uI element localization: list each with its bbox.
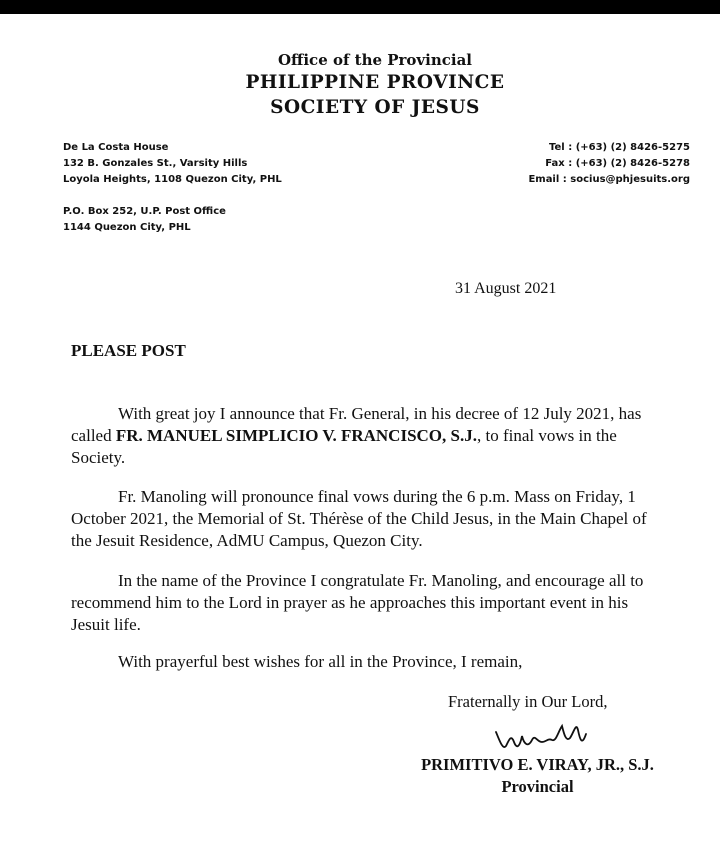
address-line: 132 B. Gonzales St., Varsity Hills (63, 158, 248, 169)
letterhead (0, 50, 720, 120)
p1-text-start: With great joy I announce that Fr. General, in his decree of 12 July 2021, has called (71, 404, 642, 445)
handwritten-signature (490, 712, 600, 756)
fax-label: Fax : (545, 158, 573, 169)
street-address (63, 140, 282, 188)
letter-date: 31 August 2021 (455, 280, 557, 297)
p1-text-end: , to final vows in the Society. (71, 426, 617, 467)
society-name: SOCIETY OF JESUS (270, 97, 480, 118)
honoree-name: FR. MANUEL SIMPLICIO V. FRANCISCO, S.J. (115, 426, 477, 445)
signature-block (405, 754, 670, 798)
signer-name: PRIMITIVO E. VIRAY, JR., S.J. (421, 755, 654, 774)
top-bar (0, 0, 720, 14)
office-title: Office of the Provincial (277, 51, 472, 69)
pobox-line: 1144 Quezon City, PHL (63, 222, 191, 233)
p4-text: With prayerful best wishes for all in the Province, I remain, (118, 652, 523, 671)
email-line (528, 172, 690, 188)
paragraph-details (71, 486, 671, 552)
paragraph-wishes (71, 651, 671, 673)
province-name: PHILIPPINE PROVINCE (245, 72, 505, 93)
please-post-heading: PLEASE POST (71, 341, 186, 360)
address-line: De La Costa House (63, 142, 169, 153)
fax-line (528, 156, 690, 172)
email-value: socius@phjesuits.org (570, 174, 690, 185)
paragraph-congratulations (71, 570, 671, 636)
p3-text: In the name of the Province I congratulate Fr. Manoling, and encourage all to recommend him to the Lord in prayer as he approaches this important event in his Jesuit life. (71, 571, 644, 634)
contact-info (528, 140, 690, 188)
tel-label: Tel : (549, 142, 573, 153)
p2-text: Fr. Manoling will pronounce final vows during the 6 p.m. Mass on Friday, 1 October 2021, the Memorial of St. Thérèse of the Child Jesus, in the Main Chapel of the Jesuit Residence, AdMU Campus, Quezon City. (71, 487, 647, 550)
paragraph-announcement (71, 403, 671, 469)
address-line: Loyola Heights, 1108 Quezon City, PHL (63, 174, 282, 185)
fax-value: (+63) (2) 8426-5278 (575, 158, 690, 169)
tel-line (528, 140, 690, 156)
po-box-address (63, 204, 226, 236)
signer-title: Provincial (501, 777, 574, 796)
email-label: Email : (528, 174, 567, 185)
pobox-line: P.O. Box 252, U.P. Post Office (63, 206, 226, 217)
closing-salutation: Fraternally in Our Lord, (448, 692, 608, 711)
tel-value: (+63) (2) 8426-5275 (575, 142, 690, 153)
